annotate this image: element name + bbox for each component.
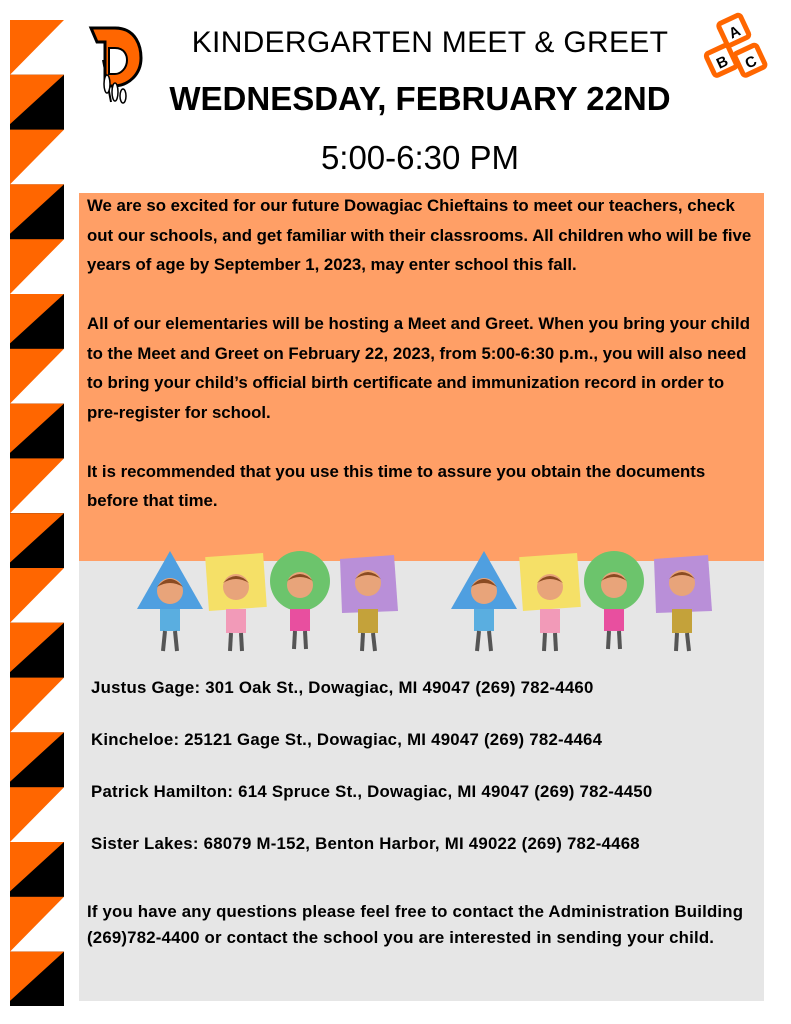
event-title: KINDERGARTEN MEET & GREET [191,26,669,59]
contact-note: If you have any questions please feel free to contact the Administration Building (269)782-4400 or contact the school you are interested in sending your child. [87,902,744,947]
block-letter-b: B [713,52,731,73]
school-entry: Kincheloe: 25121 Gage St., Dowagiac, MI 49047 (269) 782-4464 [91,730,603,749]
school-entry: Patrick Hamilton: 614 Spruce St., Dowagiac, MI 49047 (269) 782-4450 [91,782,653,801]
event-time: 5:00-6:30 PM [320,139,520,176]
kids-group [451,551,712,651]
intro-paragraph: It is recommended that you use this time to assure you obtain the documents before that time. [87,461,706,510]
school-entry: Justus Gage: 301 Oak St., Dowagiac, MI 49047 (269) 782-4460 [91,678,594,697]
block-letter-c: C [742,52,760,73]
school-entry: Sister Lakes: 68079 M-152, Benton Harbor, MI 49022 (269) 782-4468 [91,834,640,853]
block-letter-a: A [726,22,744,43]
kids-with-shapes-illustration [132,547,722,657]
kids-group [137,551,398,651]
event-date: WEDNESDAY, FEBRUARY 22ND [169,80,671,117]
school-list [91,675,761,883]
intro-paragraph: All of our elementaries will be hosting a Meet and Greet. When you bring your child to the Meet and Greet on February 22, 2023, from 5:00-6:30 p.m., you will also need to bring your child’s official birth certificate and immunization record in order to pre-register for school. [87,314,750,422]
intro-paragraph: We are so excited for our future Dowagiac Chieftains to meet our teachers, check out our schools, and get familiar with their classrooms. All children who will be five years of age by September 1, 2023, may enter school this fall. [87,196,752,274]
decorative-side-border [10,20,64,1006]
intro-text [87,191,757,516]
